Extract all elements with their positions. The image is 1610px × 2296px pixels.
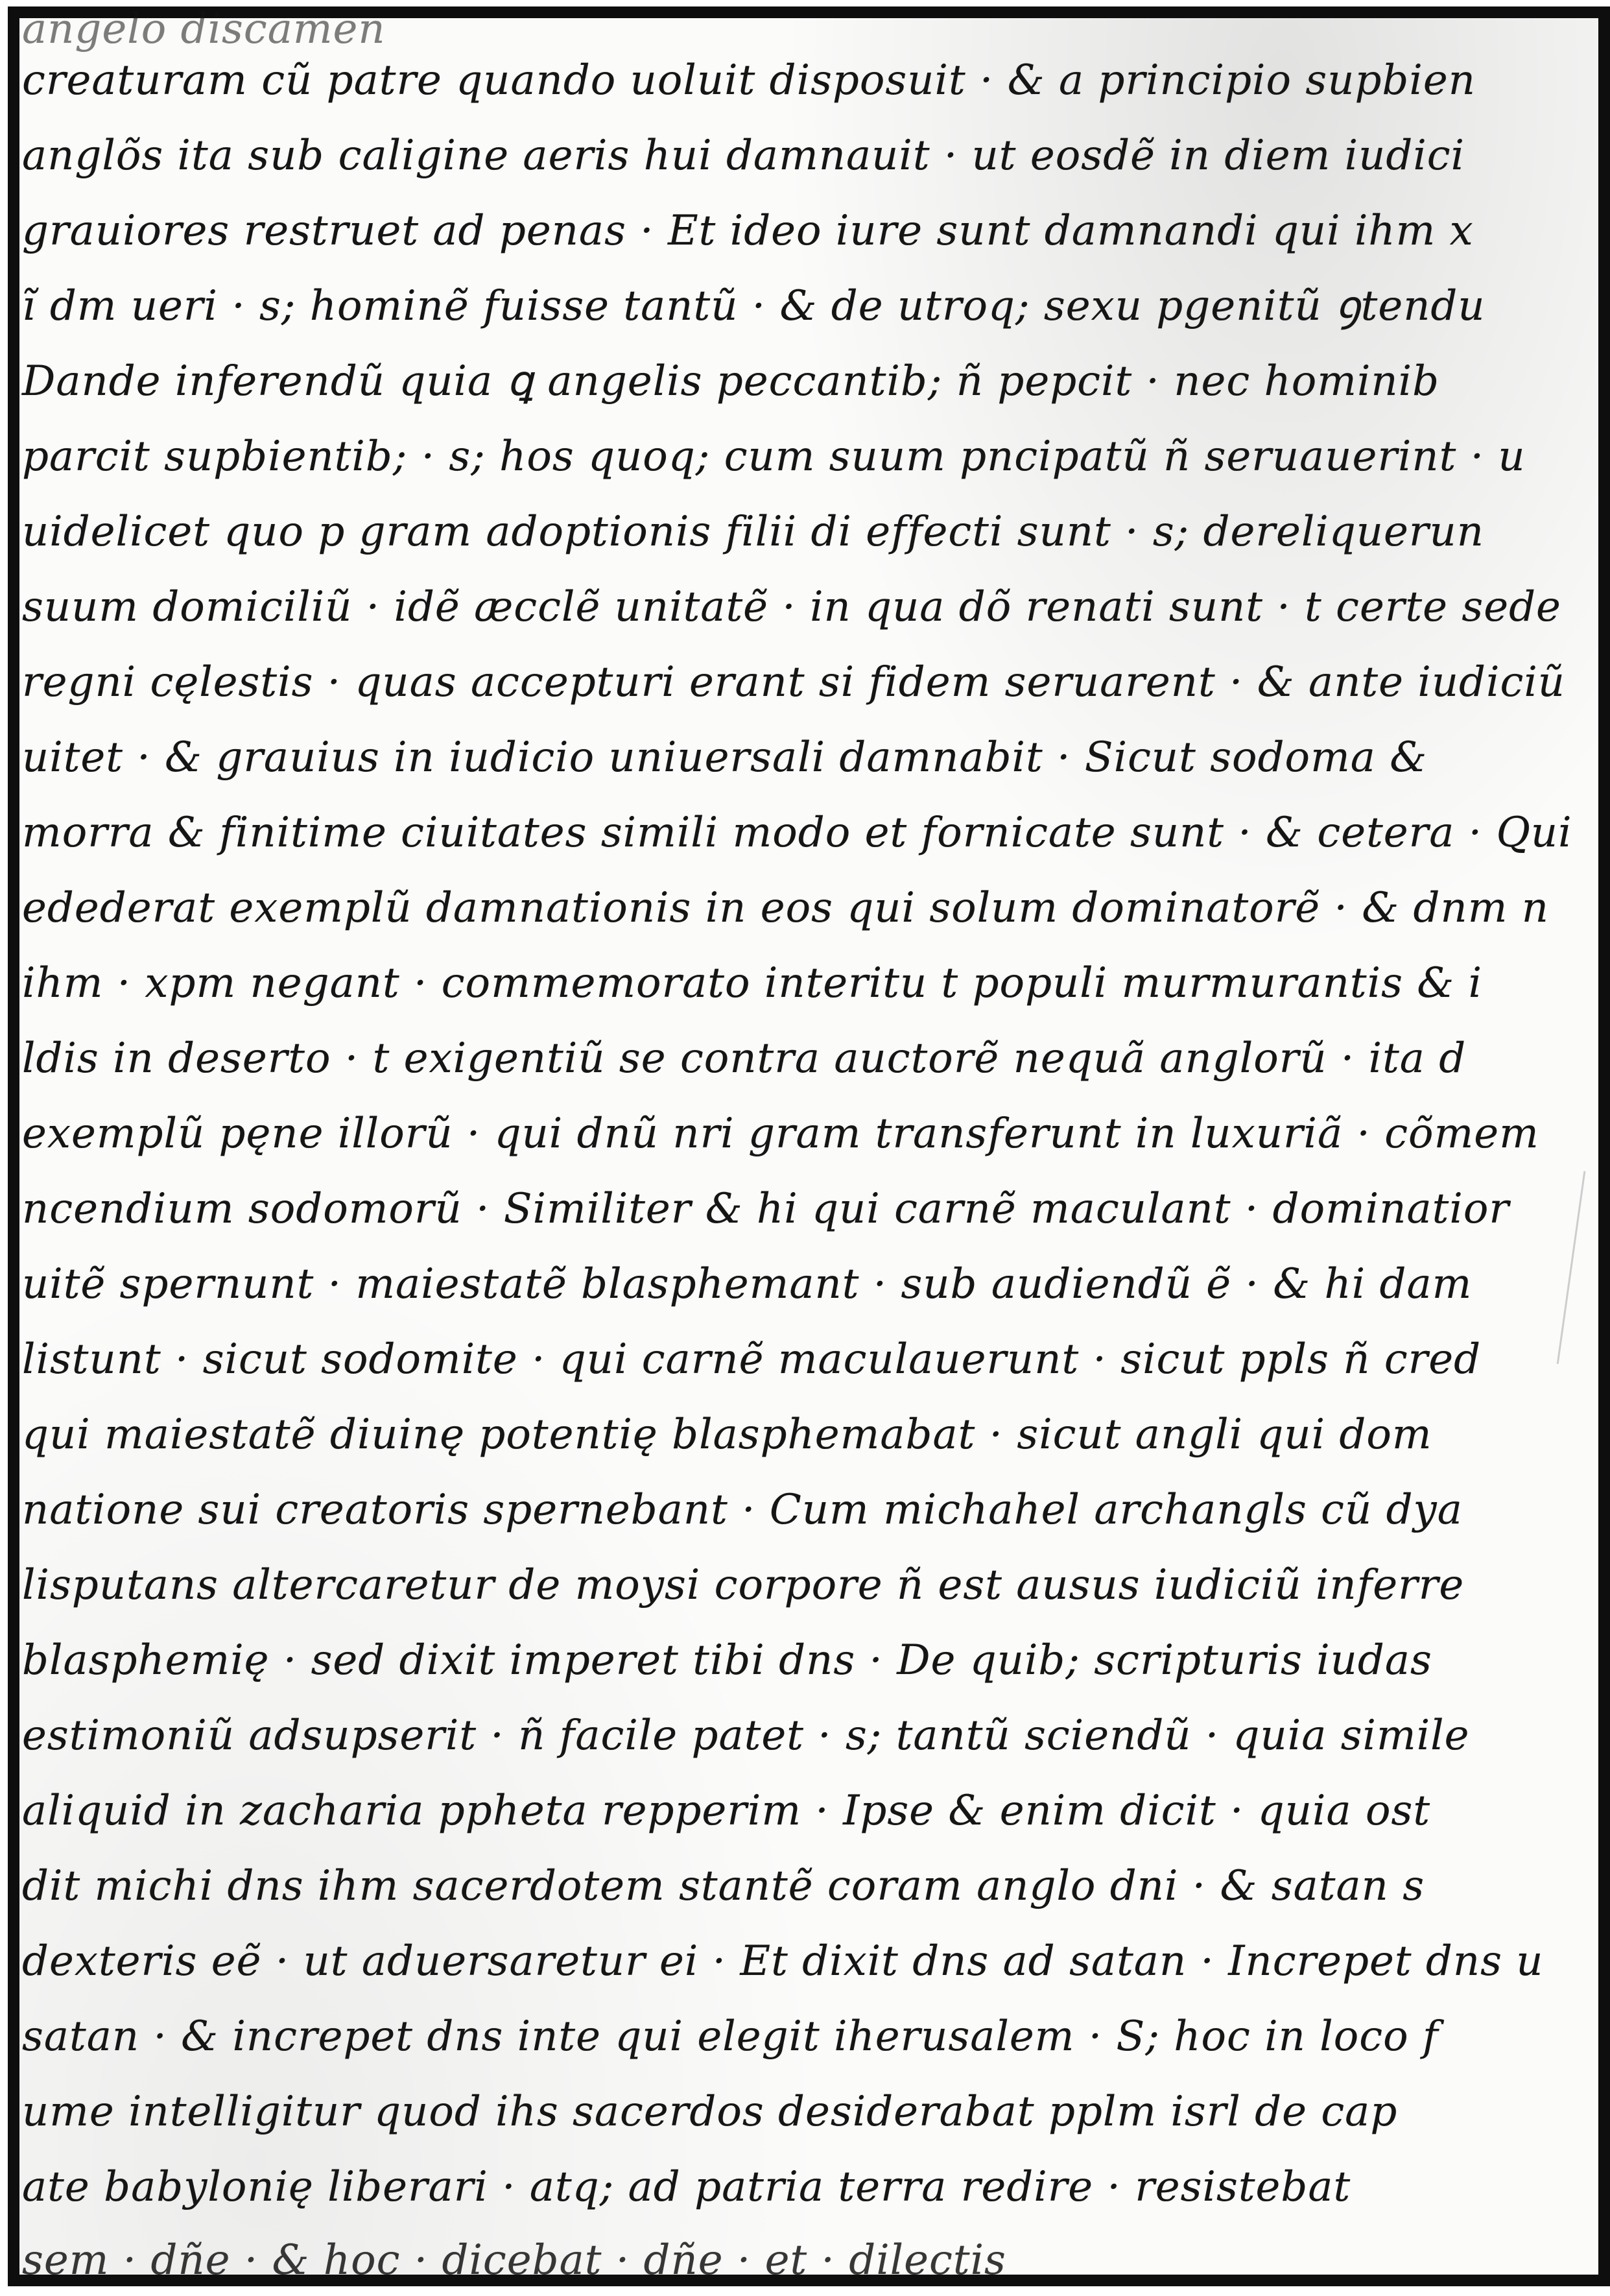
text-line: parcit supbientib; · s; hos quoq; cum suum pncipatũ ñ seruauerint · u [22,433,1526,481]
text-line: edederat exemplũ damnationis in eos qui solum dominatorẽ · & dnm n [22,884,1549,932]
text-line: sem · dñe · & hoc · dicebat · dñe · et · dilectis [22,2236,1006,2284]
page-frame [8,6,1610,2286]
text-line: ldis in deserto · t exigentiũ se contra auctorẽ nequã anglorũ · ita d [22,1034,1467,1082]
text-line: regni cęlestis · quas accepturi erant si fidem seruarent · & ante iudiciũ [22,658,1565,706]
text-line: anglõs ita sub caligine aeris hui damnauit · ut eosdẽ in diem iudici [22,132,1465,180]
text-line: ncendium sodomorũ · Similiter & hi qui carnẽ maculant · dominatior [22,1185,1509,1233]
text-line: creaturam cũ patre quando uoluit disposuit · & a principio supbien [22,56,1476,104]
text-line: exemplũ pęne illorũ · qui dnũ nri gram transferunt in luxuriã · cõmem [22,1110,1539,1158]
text-line: Dande inferendũ quia ꝗ angelis peccantib; ñ pepcit · nec hominib [22,357,1440,405]
text-line: listunt · sicut sodomite · qui carnẽ maculauerunt · sicut ppls ñ cred [22,1335,1482,1383]
text-line: aliquid in zacharia ppheta repperim · Ipse & enim dicit · quia ost [22,1787,1431,1835]
text-line: satan · & increpet dns inte qui elegit iherusalem · S; hoc in loco f [22,2013,1439,2061]
text-line: qui maiestatẽ diuinę potentię blasphemabat · sicut angli qui dom [22,1411,1432,1459]
manuscript-text [19,5,1598,2284]
text-line: uidelicet quo p gram adoptionis filii di effecti sunt · s; dereliquerun [22,508,1484,556]
text-line: uitet · & grauius in iudicio uniuersali damnabit · Sicut sodoma & [22,734,1428,782]
text-line: estimoniũ adsupserit · ñ facile patet · s; tantũ sciendũ · quia simile [22,1712,1470,1760]
text-line: dit michi dns ihm sacerdotem stantẽ coram anglo dni · & satan s [22,1862,1425,1910]
text-line: natione sui creatoris spernebant · Cum michahel archangls cũ dya [22,1486,1463,1534]
text-line: ĩ dm ueri · s; hominẽ fuisse tantũ · & de utroq; sexu pgenitũ ꝯtendu [22,282,1486,330]
text-line: ihm · xpm negant · commemorato interitu t populi murmurantis & i [22,959,1483,1007]
text-line: lisputans altercaretur de moysi corpore ñ est ausus iudiciũ inferre [22,1561,1465,1609]
text-line: suum domiciliũ · idẽ æcclẽ unitatẽ · in qua dõ renati sunt · t certe sede [22,583,1561,631]
manuscript-page [19,5,1598,2284]
text-line: angelo discamen [22,5,386,53]
text-line: morra & finitime ciuitates simili modo et fornicate sunt · & cetera · Qui [22,809,1572,857]
text-line: ume intelligitur quod ihs sacerdos desiderabat pplm isrl de cap [22,2088,1398,2136]
text-line: grauiores restruet ad penas · Et ideo iure sunt damnandi qui ihm x [22,207,1474,255]
text-line: blasphemię · sed dixit imperet tibi dns · De quib; scripturis iudas [22,1636,1432,1684]
text-line: dexteris eẽ · ut aduersaretur ei · Et dixit dns ad satan · Increpet dns u [22,1937,1544,1985]
text-line: uitẽ spernunt · maiestatẽ blasphemant · sub audiendũ ẽ · & hi dam [22,1260,1473,1308]
text-line: ate babylonię liberari · atq; ad patria terra redire · resistebat [22,2163,1351,2211]
